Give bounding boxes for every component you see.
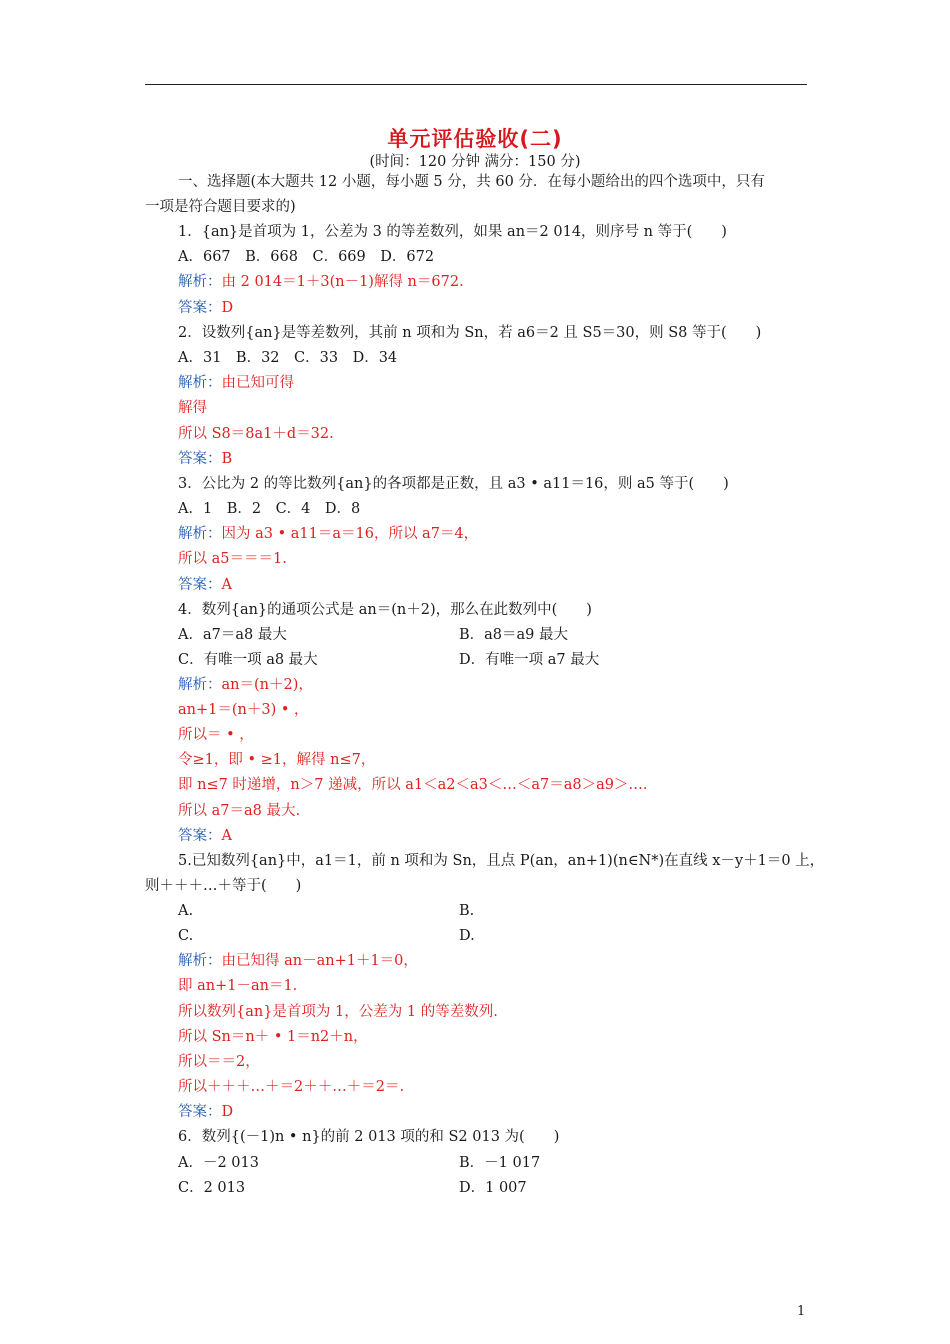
- q4-option-a: A．a7＝a8 最大: [178, 627, 287, 643]
- solution-label: 解析：: [178, 677, 222, 693]
- q4-solution-line: 令≥1，即 • ≥1，解得 n≤7，: [178, 752, 376, 768]
- q5-option-a: A.: [178, 903, 194, 919]
- q4-solution-line: an+1＝(n＋3) • ，: [178, 702, 309, 718]
- q5-solution-line: 所以 Sn＝n＋ • 1＝n2＋n，: [178, 1029, 368, 1045]
- q3-answer: [178, 575, 232, 595]
- q4-stem: 4．数列{an}的通项公式是 an＝(n＋2)，那么在此数列中( ): [178, 602, 592, 618]
- page-subtitle: (时间：120 分钟 满分：150 分): [369, 154, 581, 170]
- q4-solution-line: 所以 a7＝a8 最大.: [178, 803, 301, 819]
- q4-solution: [178, 675, 313, 695]
- q5-solution-line: 即 an+1－an＝1.: [178, 978, 298, 994]
- q1-stem: 1．{an}是首项为 1，公差为 3 的等差数列，如果 an＝2 014，则序号 n 等于( ): [178, 224, 727, 240]
- section-heading-cont: 一项是符合题目要求的): [145, 199, 296, 215]
- q3-stem: 3．公比为 2 的等比数列{an}的各项都是正数，且 a3 • a11＝16，则 a5 等于( ): [178, 476, 729, 492]
- q1-solution: [178, 272, 464, 292]
- answer-label: 答案：: [178, 1104, 222, 1120]
- q4-option-d: D．有唯一项 a7 最大: [459, 652, 600, 668]
- solution-text: 因为 a3 • a11＝a＝16，所以 a7＝4，: [221, 526, 479, 542]
- q3-solution-line: 所以 a5＝＝＝1.: [178, 551, 287, 567]
- section-heading: 一、选择题(本大题共 12 小题，每小题 5 分，共 60 分．在每小题给出的四个选项中，只有: [178, 174, 765, 190]
- q1-options: A．667 B．668 C．669 D．672: [178, 249, 435, 265]
- q5-stem-cont: 则＋＋＋…＋等于( ): [145, 878, 302, 894]
- q4-solution-line: 即 n≤7 时递增，n＞7 递减，所以 a1＜a2＜a3＜…＜a7＝a8＞a9＞….: [178, 777, 648, 793]
- solution-text: an＝(n＋2)，: [221, 677, 313, 693]
- solution-label: 解析：: [178, 526, 222, 542]
- q6-option-c: C．2 013: [178, 1180, 246, 1196]
- answer-label: 答案：: [178, 300, 222, 316]
- answer-value: D: [221, 1104, 234, 1120]
- q6-option-b: B．－1 017: [459, 1155, 541, 1171]
- q5-option-b: B.: [459, 903, 475, 919]
- q6-option-a: A．－2 013: [178, 1155, 259, 1171]
- q2-solution: [178, 373, 294, 393]
- solution-text: 由已知得 an－an+1＋1＝0，: [221, 953, 418, 969]
- solution-label: 解析：: [178, 274, 222, 290]
- solution-text: 由 2 014＝1＋3(n－1)解得 n＝672.: [221, 274, 464, 290]
- q5-solution: [178, 951, 418, 971]
- q3-options: A．1 B．2 C．4 D．8: [178, 501, 361, 517]
- q6-stem: 6．数列{(－1)n • n}的前 2 013 项的和 S2 013 为( ): [178, 1129, 560, 1145]
- q2-solution-line: 解得: [178, 400, 207, 416]
- answer-label: 答案：: [178, 577, 222, 593]
- answer-value: D: [221, 300, 234, 316]
- q5-answer: [178, 1102, 233, 1122]
- q5-option-c: C.: [178, 928, 194, 944]
- q5-option-d: D.: [459, 928, 475, 944]
- q5-solution-line: 所以＋＋＋…＋＝2＋＋…＋＝2＝.: [178, 1079, 405, 1095]
- q2-options: A．31 B．32 C．33 D．34: [178, 350, 398, 366]
- q3-solution: [178, 524, 478, 544]
- answer-value: A: [221, 828, 232, 844]
- answer-label: 答案：: [178, 451, 222, 467]
- q2-answer: [178, 449, 232, 469]
- page-title: 单元评估验收(二): [387, 127, 563, 151]
- q4-solution-line: 所以＝ • ，: [178, 727, 254, 743]
- q5-solution-line: 所以＝＝2，: [178, 1054, 260, 1070]
- q4-option-c: C．有唯一项 a8 最大: [178, 652, 318, 668]
- solution-text: 由已知可得: [221, 375, 294, 391]
- solution-label: 解析：: [178, 375, 222, 391]
- q4-option-b: B．a8＝a9 最大: [459, 627, 569, 643]
- answer-value: B: [221, 451, 233, 467]
- q6-option-d: D．1 007: [459, 1180, 527, 1196]
- q5-stem: 5.已知数列{an}中，a1＝1，前 n 项和为 Sn，且点 P(an，an+1)(n∈N*)在直线 x－y＋1＝0 上，: [178, 853, 825, 869]
- q1-answer: [178, 298, 233, 318]
- q5-solution-line: 所以数列{an}是首项为 1，公差为 1 的等差数列.: [178, 1004, 498, 1020]
- q2-solution-line: 所以 S8＝8a1＋d＝32.: [178, 426, 334, 442]
- answer-label: 答案：: [178, 828, 222, 844]
- q2-stem: 2．设数列{an}是等差数列，其前 n 项和为 Sn，若 a6＝2 且 S5＝30，则 S8 等于( ): [178, 325, 762, 341]
- page-number: 1: [797, 1304, 806, 1319]
- q4-answer: [178, 826, 232, 846]
- header-rule: [145, 84, 807, 85]
- solution-label: 解析：: [178, 953, 222, 969]
- answer-value: A: [221, 577, 232, 593]
